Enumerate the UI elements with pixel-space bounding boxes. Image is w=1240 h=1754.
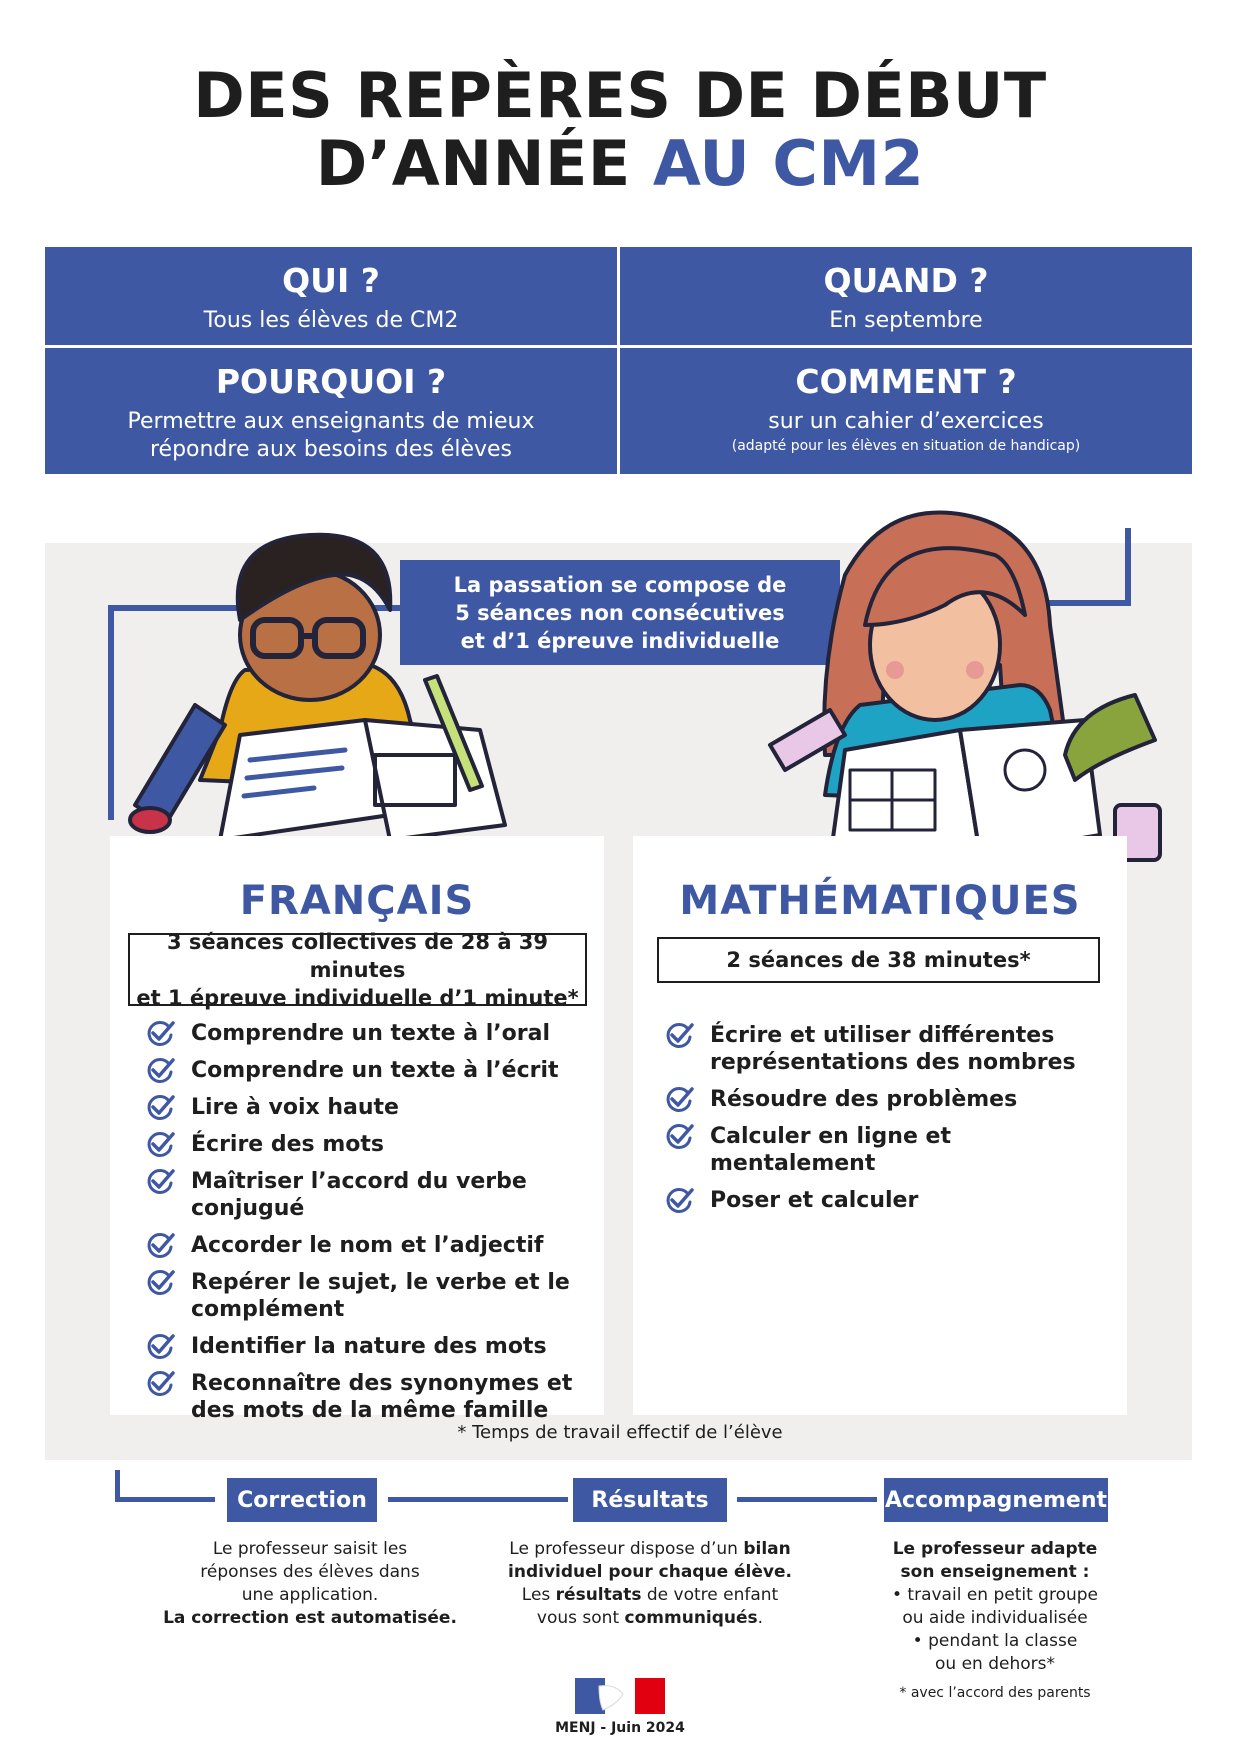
checklist-item-text: Maîtriser l’accord du verbe conjugué [191, 1169, 527, 1221]
resultats-line-3b: résultats [555, 1585, 642, 1605]
checklist-item-text: Identifier la nature des mots [191, 1334, 547, 1359]
check-circle-icon [145, 1369, 177, 1397]
steps-line-2 [388, 1497, 568, 1502]
check-circle-icon [145, 1231, 177, 1259]
resultats-line-4c: . [757, 1608, 764, 1628]
step-accompagnement-text [840, 1538, 1150, 1705]
correction-line-3: une application. [241, 1585, 379, 1605]
check-circle-icon [145, 1019, 177, 1047]
banner-line-3: et d’1 épreuve individuelle [460, 628, 780, 653]
steps-line-1 [115, 1497, 215, 1502]
checklist-item-text: Accorder le nom et l’adjectif [191, 1233, 544, 1258]
resultats-line-4a: vous sont [536, 1608, 625, 1628]
check-circle-icon [145, 1056, 177, 1084]
check-circle-icon [664, 1085, 696, 1113]
checklist-item [145, 1269, 605, 1323]
comment-heading: COMMENT ? [795, 362, 1017, 401]
title-line-2 [0, 127, 1240, 200]
checklist-item-text: Écrire des mots [191, 1132, 384, 1157]
checklist-item-text: Poser et calculer [710, 1188, 919, 1213]
checklist-item [664, 1123, 1114, 1177]
checklist-item-text: Résoudre des problèmes [710, 1087, 1018, 1112]
quand-text: En septembre [829, 308, 983, 333]
quand-heading: QUAND ? [823, 261, 989, 300]
info-comment [620, 348, 1192, 474]
resultats-line-4b: communiqués [624, 1608, 758, 1628]
checklist-item-text: Reconnaître des synonymes et des mots de la même famille [191, 1371, 573, 1423]
resultats-line-1 [480, 1538, 820, 1561]
resultats-line-2: individuel pour chaque élève. [508, 1562, 792, 1582]
info-grid [45, 247, 1192, 474]
step-accompagnement-label: Accompagnement [884, 1478, 1108, 1522]
check-circle-icon [145, 1130, 177, 1158]
check-circle-icon [664, 1186, 696, 1214]
banner-line-2: 5 séances non consécutives [455, 600, 785, 625]
steps-line-3 [737, 1497, 877, 1502]
check-circle-icon [664, 1122, 696, 1150]
step-resultats-text [480, 1538, 820, 1630]
maths-checklist [664, 1022, 1114, 1224]
pourquoi-heading: POURQUOI ? [215, 362, 447, 401]
qui-heading: QUI ? [282, 261, 380, 300]
check-circle-icon [145, 1332, 177, 1360]
step-resultats-label: Résultats [573, 1478, 727, 1522]
qui-text: Tous les élèves de CM2 [203, 308, 459, 333]
check-circle-icon [145, 1268, 177, 1296]
title-line-2-accent: AU CM2 [652, 127, 925, 200]
title-line-2-black: D’ANNÉE [315, 127, 631, 200]
page-title [0, 59, 1240, 200]
accompagnement-line-4: ou aide individualisée [902, 1608, 1088, 1628]
checklist-item [145, 1094, 605, 1121]
check-circle-icon [145, 1167, 177, 1195]
marianne-logo [575, 1678, 665, 1714]
resultats-line-3c: de votre enfant [641, 1585, 779, 1605]
maths-box-line-1: 2 séances de 38 minutes* [726, 948, 1031, 972]
checklist-item [145, 1168, 605, 1222]
checklist-item [664, 1187, 1114, 1214]
step-correction-text [140, 1538, 480, 1630]
accompagnement-line-1: Le professeur adapte [892, 1539, 1098, 1559]
info-quand [620, 247, 1192, 345]
resultats-line-3 [480, 1584, 820, 1607]
francais-checklist [145, 1020, 605, 1434]
comment-note: (adapté pour les élèves en situation de handicap) [731, 438, 1081, 454]
maths-sessions-box [657, 937, 1100, 983]
comment-text: sur un cahier d’exercices [768, 409, 1044, 434]
resultats-line-3a: Les [521, 1585, 556, 1605]
checklist-item-text: Comprendre un texte à l’oral [191, 1021, 551, 1046]
steps-line-left-vertical [115, 1470, 120, 1500]
checklist-item [145, 1057, 605, 1084]
girl-drawing-illustration [755, 505, 1175, 885]
checklist-item-text: Écrire et utiliser différentes représentations des nombres [710, 1023, 1076, 1075]
checklist-item [664, 1022, 1114, 1076]
checklist-item [664, 1086, 1114, 1113]
checklist-item [145, 1370, 605, 1424]
francais-box-line-2: et 1 épreuve individuelle d’1 minute* [136, 985, 579, 1010]
check-circle-icon [664, 1021, 696, 1049]
checklist-item-text: Repérer le sujet, le verbe et le complément [191, 1270, 570, 1322]
maths-title: MATHÉMATIQUES [679, 878, 1081, 924]
footnote: * Temps de travail effectif de l’élève [457, 1422, 783, 1443]
correction-line-4: La correction est automatisée. [163, 1608, 457, 1628]
accompagnement-line-5: • pendant la classe [912, 1631, 1078, 1651]
accompagnement-line-6: ou en dehors* [935, 1654, 1055, 1674]
frame-line-left-vertical [108, 605, 114, 820]
checklist-item [145, 1131, 605, 1158]
resultats-line-4 [480, 1607, 820, 1630]
resultats-line-1b: bilan [743, 1539, 791, 1559]
francais-title: FRANÇAIS [239, 878, 475, 924]
checklist-item-text: Comprendre un texte à l’écrit [191, 1058, 559, 1083]
checklist-item-text: Lire à voix haute [191, 1095, 399, 1120]
accompagnement-note: * avec l’accord des parents [899, 1685, 1091, 1701]
check-circle-icon [145, 1093, 177, 1121]
checklist-item [145, 1232, 605, 1259]
francais-box-line-1: 3 séances collectives de 28 à 39 minutes [166, 929, 549, 982]
title-line-1: DES REPÈRES DE DÉBUT [193, 59, 1047, 132]
accompagnement-line-3: • travail en petit groupe [891, 1585, 1098, 1605]
resultats-line-1a: Le professeur dispose d’un [509, 1539, 744, 1559]
info-qui [45, 247, 617, 345]
banner-line-1: La passation se compose de [453, 572, 787, 597]
checklist-item-text: Calculer en ligne et mentalement [710, 1124, 951, 1176]
boy-reading-illustration [125, 520, 515, 865]
correction-line-2: réponses des élèves dans [200, 1562, 420, 1582]
accompagnement-line-2: son enseignement : [900, 1562, 1090, 1582]
credit: MENJ - Juin 2024 [555, 1720, 685, 1736]
info-pourquoi [45, 348, 617, 474]
step-correction-label: Correction [227, 1478, 377, 1522]
correction-line-1: Le professeur saisit les [212, 1539, 408, 1559]
checklist-item [145, 1020, 605, 1047]
pourquoi-text: Permettre aux enseignants de mieux répondre aux besoins des élèves [127, 409, 535, 462]
francais-sessions-box [128, 929, 587, 1010]
checklist-item [145, 1333, 605, 1360]
